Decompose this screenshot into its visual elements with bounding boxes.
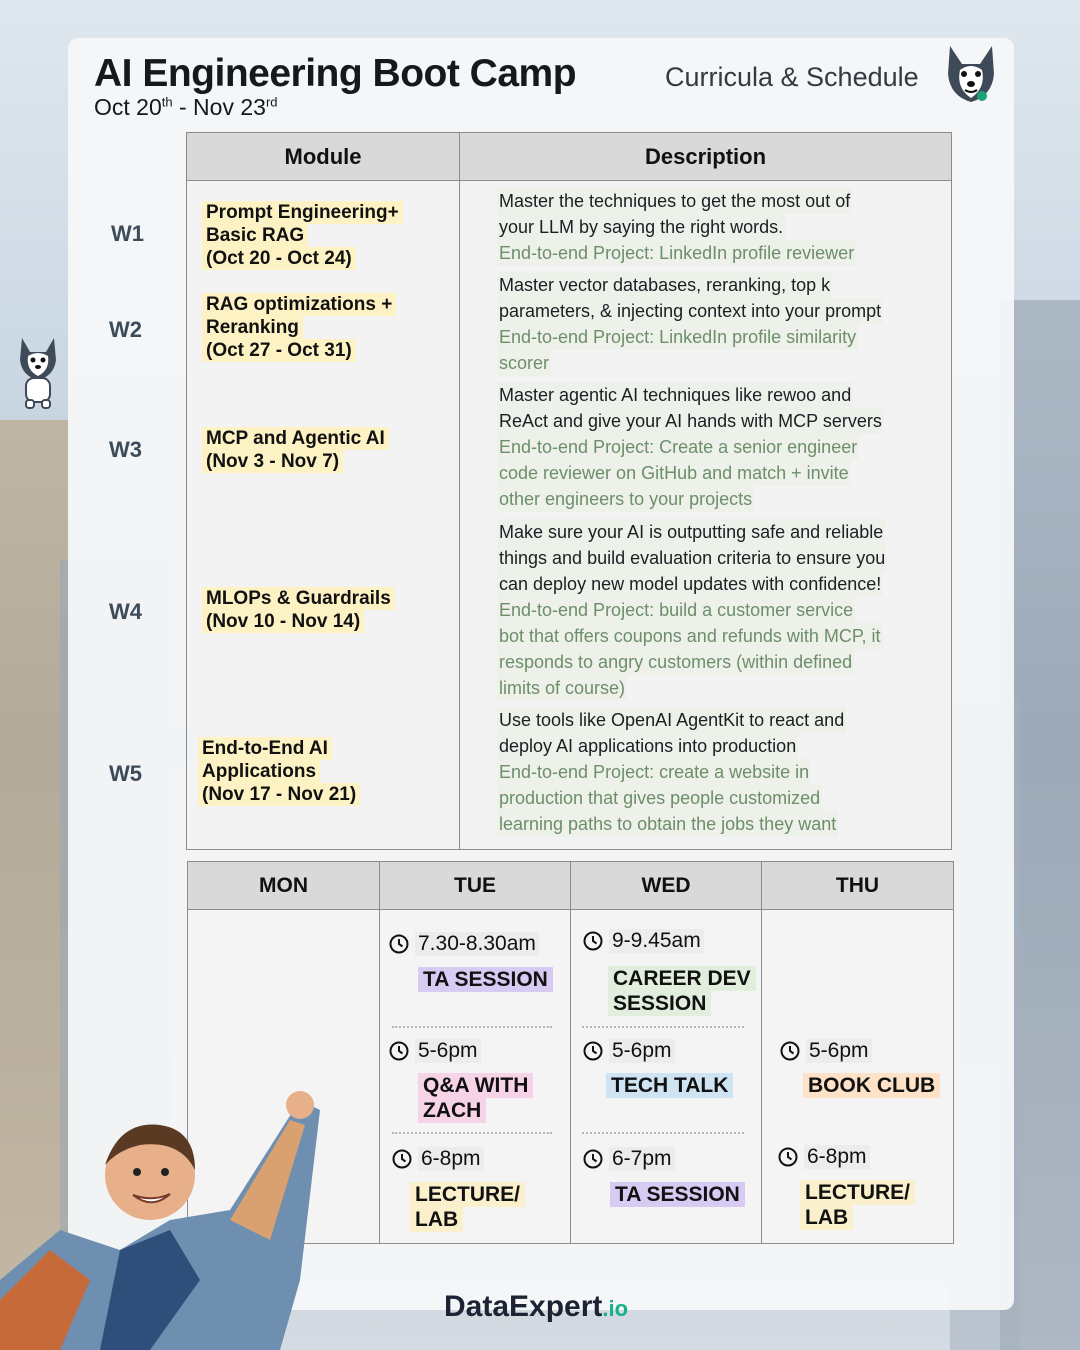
week-label: W4	[109, 599, 142, 624]
project-text: End-to-end Project: LinkedIn profile reviewer	[497, 240, 856, 266]
project-text: End-to-end Project: create a website in	[497, 759, 811, 785]
event-ta-session: TA SESSION	[610, 1182, 745, 1207]
time-slot: 5-6pm	[389, 1039, 481, 1063]
page-title: AI Engineering Boot Camp	[94, 52, 577, 95]
column-divider	[761, 862, 762, 1243]
project-text: End-to-end Project: build a customer service	[497, 597, 855, 623]
husky-logo-icon	[942, 44, 1000, 104]
time-slot: 6-8pm	[392, 1147, 484, 1171]
day-header-thu: THU	[762, 862, 953, 910]
date-range: Oct 20th - Nov 23rd	[94, 94, 278, 120]
clock-icon	[780, 1041, 800, 1061]
time-slot: 5-6pm	[780, 1039, 872, 1063]
module-column-header: Module	[187, 133, 460, 181]
description-cell: Use tools like OpenAI AgentKit to react and deploy AI applications into production End-to-end Project: create a website in production that gives people customized learning paths to obtain the jobs they want	[497, 707, 942, 837]
project-text: responds to angry customers (within defined	[497, 649, 854, 675]
project-text: scorer	[497, 350, 551, 376]
event-tech-talk: TECH TALK	[606, 1073, 733, 1098]
description-cell: Master vector databases, reranking, top k parameters, & injecting context into your prompt End-to-end Project: LinkedIn profile similarity scorer	[497, 272, 942, 376]
brand-logo: DataExpert.io	[444, 1290, 629, 1323]
project-text: limits of course)	[497, 675, 627, 701]
column-divider	[459, 180, 460, 849]
week-label: W3	[109, 437, 142, 462]
project-text: End-to-end Project: Create a senior engineer	[497, 434, 859, 460]
day-header-tue: TUE	[380, 862, 570, 910]
time-slot: 7.30-8.30am	[389, 932, 539, 956]
day-header-mon: MON	[188, 862, 379, 910]
column-divider	[570, 862, 571, 1243]
clock-icon	[392, 1149, 412, 1169]
event-lecture-lab: LECTURE/ LAB	[800, 1180, 915, 1230]
time-slot: 9-9.45am	[583, 929, 704, 953]
project-text: learning paths to obtain the jobs they want	[497, 811, 838, 837]
presenter-photo	[0, 1080, 330, 1350]
project-text: End-to-end Project: LinkedIn profile similarity	[497, 324, 858, 350]
clock-icon	[778, 1147, 798, 1167]
time-slot: 6-8pm	[778, 1145, 870, 1169]
event-career-dev-session: CAREER DEV SESSION	[608, 966, 756, 1016]
event-book-club: BOOK CLUB	[803, 1073, 940, 1098]
description-cell: Master agentic AI techniques like rewoo and ReAct and give your AI hands with MCP servers End-to-end Project: Create a senior engineer code reviewer on GitHub and match + invite other engineers to your projects	[497, 382, 942, 512]
time-slot: 5-6pm	[583, 1039, 675, 1063]
project-text: bot that offers coupons and refunds with MCP, it	[497, 623, 883, 649]
slot-divider	[392, 1132, 552, 1134]
time-slot: 6-7pm	[583, 1147, 675, 1171]
clock-icon	[389, 934, 409, 954]
slot-divider	[392, 1026, 552, 1028]
module-cell: MLOPs & Guardrails (Nov 10 - Nov 14)	[202, 587, 395, 633]
module-cell: Prompt Engineering+ Basic RAG (Oct 20 - Oct 24)	[202, 201, 403, 270]
event-ta-session: TA SESSION	[418, 967, 553, 992]
week-label: W1	[111, 221, 144, 246]
project-text: code reviewer on GitHub and match + invite	[497, 460, 851, 486]
project-text: production that gives people customized	[497, 785, 822, 811]
column-divider	[379, 862, 380, 1243]
module-cell: RAG optimizations + Reranking (Oct 27 - Oct 31)	[202, 293, 396, 362]
description-cell: Master the techniques to get the most out of your LLM by saying the right words. End-to-end Project: LinkedIn profile reviewer	[497, 188, 942, 266]
week-label: W5	[109, 761, 142, 786]
page-subtitle: Curricula & Schedule	[665, 62, 919, 92]
module-cell: MCP and Agentic AI (Nov 3 - Nov 7)	[202, 427, 389, 473]
slot-divider	[582, 1132, 744, 1134]
description-cell: Make sure your AI is outputting safe and reliable things and build evaluation criteria to ensure you can deploy new model updates with confidence! End-to-end Project: build a customer service bot that offers coupons and refunds with MCP, it responds to angry customers (within defined limits of course)	[497, 519, 942, 701]
project-text: other engineers to your projects	[497, 486, 754, 512]
clock-icon	[583, 1149, 603, 1169]
slot-divider	[582, 1026, 744, 1028]
event-qa-with-zach: Q&A WITH ZACH	[418, 1073, 533, 1123]
week-label: W2	[109, 317, 142, 342]
husky-mascot-icon	[14, 334, 62, 410]
event-lecture-lab: LECTURE/ LAB	[410, 1182, 525, 1232]
clock-icon	[583, 931, 603, 951]
day-header-wed: WED	[571, 862, 761, 910]
clock-icon	[583, 1041, 603, 1061]
module-cell: End-to-End AI Applications (Nov 17 - Nov 21)	[198, 737, 360, 806]
description-column-header: Description	[460, 133, 951, 181]
clock-icon	[389, 1041, 409, 1061]
